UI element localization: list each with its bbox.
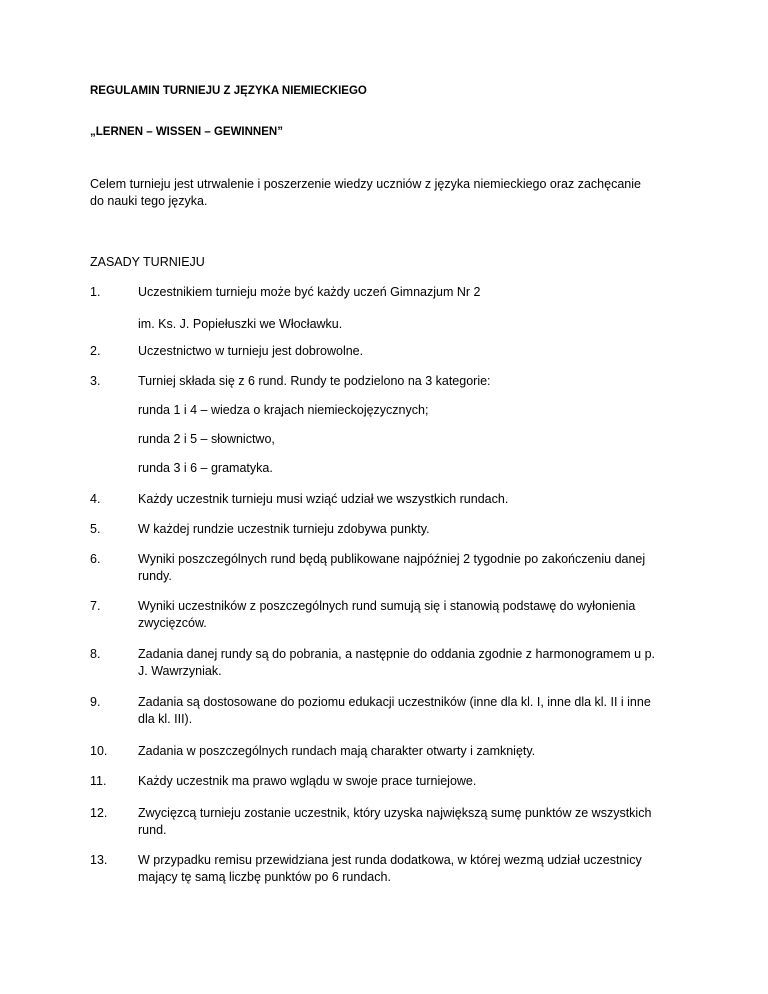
rule-line: Zadania danej rundy są do pobrania, a następnie do oddania zgodnie z harmonogramem u p. (138, 647, 656, 661)
rule-line: Wyniki uczestników z poszczególnych rund sumują się i stanowią podstawę do wyłonienia (138, 599, 636, 613)
rule-text (138, 598, 683, 632)
document-subtitle: „LERNEN – WISSEN – GEWINNEN” (90, 126, 283, 138)
rule-text: W każdej rundzie uczestnik turnieju zdobywa punkty. (138, 522, 430, 536)
document-title: REGULAMIN TURNIEJU Z JĘZYKA NIEMIECKIEGO (90, 85, 367, 97)
section-heading: ZASADY TURNIEJU (90, 255, 205, 269)
rule-text: Uczestnictwo w turnieju jest dobrowolne. (138, 344, 364, 358)
rule-line: dla kl. III). (138, 712, 193, 726)
intro-paragraph (90, 176, 690, 210)
rule-line: Zadania są dostosowane do poziomu edukacji uczestników (inne dla kl. I, inne dla kl. II i inne (138, 695, 651, 709)
rule-text: Zadania w poszczególnych rundach mają charakter otwarty i zamknięty. (138, 744, 536, 758)
rule-line: J. Wawrzyniak. (138, 664, 222, 678)
rule-text (138, 852, 683, 886)
rule-line: Wyniki poszczególnych rund będą publikowane najpóźniej 2 tygodnie po zakończeniu danej (138, 552, 646, 566)
rule-continuation: im. Ks. J. Popiełuszki we Włocławku. (138, 317, 343, 331)
rule-text (138, 551, 683, 585)
rule-text (138, 646, 683, 680)
intro-line: do nauki tego języka. (90, 194, 208, 208)
rule-text: Uczestnikiem turnieju może być każdy uczeń Gimnazjum Nr 2 (138, 285, 481, 299)
rule-subitem: runda 1 i 4 – wiedza o krajach niemieckojęzycznych; (138, 403, 429, 417)
rule-line: mający tę samą liczbę punktów po 6 rundach. (138, 870, 391, 884)
rule-text (138, 694, 683, 728)
rule-number: 4. (90, 492, 101, 506)
rule-number: 13. (90, 853, 108, 867)
rule-text: Turniej składa się z 6 rund. Rundy te podzielono na 3 kategorie: (138, 374, 491, 388)
rule-text: Każdy uczestnik ma prawo wglądu w swoje prace turniejowe. (138, 774, 477, 788)
rule-text (138, 805, 683, 839)
rule-number: 7. (90, 599, 101, 613)
rule-number: 12. (90, 806, 108, 820)
rule-line: rund. (138, 823, 167, 837)
rule-number: 1. (90, 285, 101, 299)
rule-number: 11. (90, 774, 107, 788)
rule-number: 8. (90, 647, 101, 661)
intro-line: Celem turnieju jest utrwalenie i poszerzenie wiedzy uczniów z języka niemieckiego oraz zachęcanie (90, 177, 641, 191)
rule-subitem: runda 3 i 6 – gramatyka. (138, 461, 273, 475)
rule-line: zwycięzców. (138, 616, 207, 630)
rule-number: 5. (90, 522, 101, 536)
rule-number: 2. (90, 344, 101, 358)
rule-line: W przypadku remisu przewidziana jest runda dodatkowa, w której wezmą udział uczestnicy (138, 853, 642, 867)
rule-line: rundy. (138, 569, 172, 583)
rule-number: 9. (90, 695, 101, 709)
rule-subitem: runda 2 i 5 – słownictwo, (138, 432, 275, 446)
rule-number: 6. (90, 552, 101, 566)
rule-number: 10. (90, 744, 108, 758)
rule-text: Każdy uczestnik turnieju musi wziąć udział we wszystkich rundach. (138, 492, 509, 506)
rule-number: 3. (90, 374, 101, 388)
rule-line: Zwycięzcą turnieju zostanie uczestnik, który uzyska największą sumę punktów ze wszystkich (138, 806, 652, 820)
